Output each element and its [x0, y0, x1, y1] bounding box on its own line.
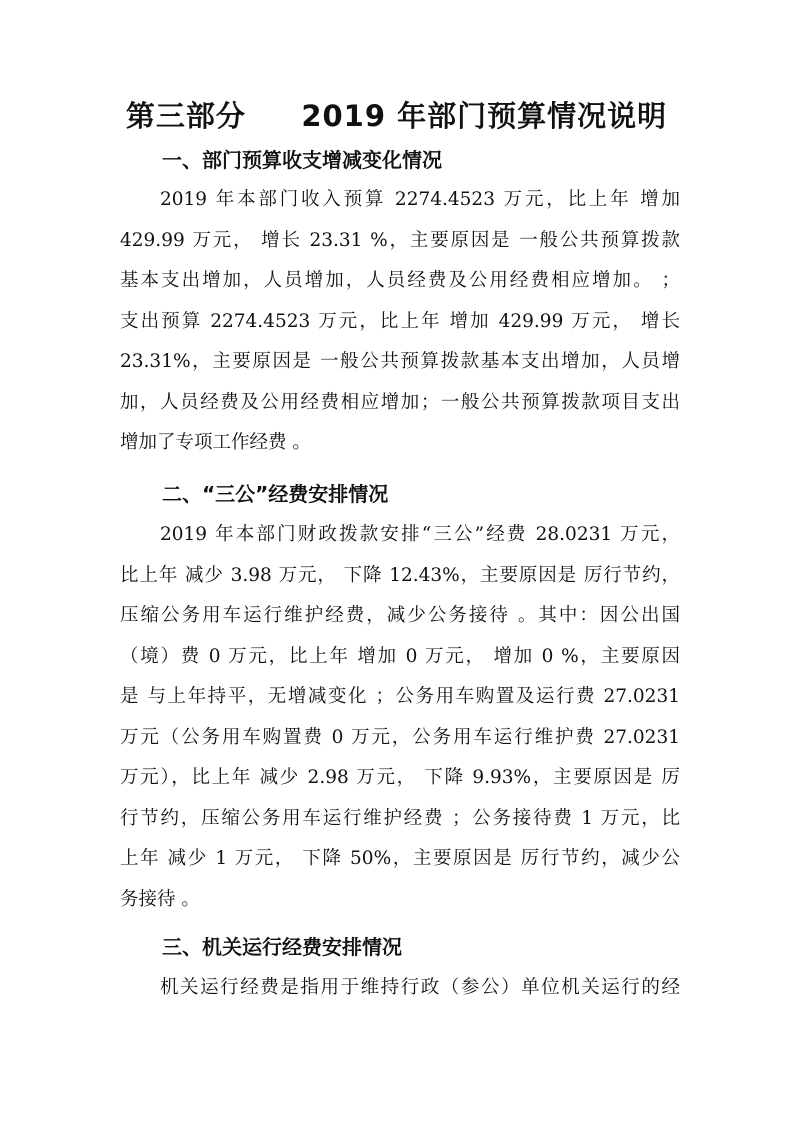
section-heading-budget-changes: 一、部门预算收支增减变化情况 — [162, 148, 442, 172]
text-line: 加，人员经费及公用经费相应增加；一般公共预算拨款项目支出 — [120, 391, 680, 413]
text-line: 是 与上年持平，无增减变化 ；公务用车购置及运行费 27.0231 — [120, 686, 680, 707]
page-title: 第三部分 2019 年部门预算情况说明 — [125, 99, 668, 133]
text-line: 支出预算 2274.4523 万元，比上年 增加 429.99 万元， 增长 — [120, 310, 680, 332]
text-line: 上年 减少 1 万元， 下降 50%，主要原因是 厉行节约，减少公 — [120, 848, 680, 869]
section-heading-operating-expenses: 三、机关运行经费安排情况 — [162, 935, 402, 959]
section-heading-three-public-expenses: 二、“三公”经费安排情况 — [162, 482, 389, 506]
text-line: 2019 年本部门收入预算 2274.4523 万元，比上年 增加 — [160, 189, 680, 210]
text-line: （境）费 0 万元，比上年 增加 0 万元， 增加 0 %，主要原因 — [120, 645, 680, 667]
text-line: 比上年 减少 3.98 万元， 下降 12.43%，主要原因是 厉行节约， — [120, 564, 680, 586]
text-line: 基本支出增加，人员增加，人员经费及公用经费相应增加。 ； — [120, 270, 680, 291]
text-line: 429.99 万元， 增长 23.31 %，主要原因是 一般公共预算拨款 — [120, 229, 680, 251]
text-line: 2019 年本部门财政拨款安排“三公”经费 28.0231 万元， — [160, 524, 680, 545]
paragraph-budget-changes — [120, 180, 680, 464]
text-line: 压缩公务用车运行维护经费，减少公务接待 。其中：因公出国 — [120, 605, 680, 626]
text-line: 机关运行经费是指用于维持行政（参公）单位机关运行的经 — [160, 977, 680, 998]
paragraph-operating-expenses — [120, 968, 680, 1009]
text-line: 务接待 。 — [120, 888, 200, 910]
text-line: 行节约，压缩公务用车运行维护经费 ；公务接待费 1 万元，比 — [120, 807, 680, 829]
text-line: 增加了专项工作经费 。 — [120, 432, 311, 453]
text-line: 万元（公务用车购置费 0 万元，公务用车运行维护费 27.0231 — [120, 726, 680, 748]
text-line: 万元），比上年 减少 2.98 万元， 下降 9.93%，主要原因是 厉 — [120, 767, 680, 788]
paragraph-three-public-expenses — [120, 515, 680, 920]
text-line: 23.31%，主要原因是 一般公共预算拨款基本支出增加，人员增 — [120, 351, 680, 372]
